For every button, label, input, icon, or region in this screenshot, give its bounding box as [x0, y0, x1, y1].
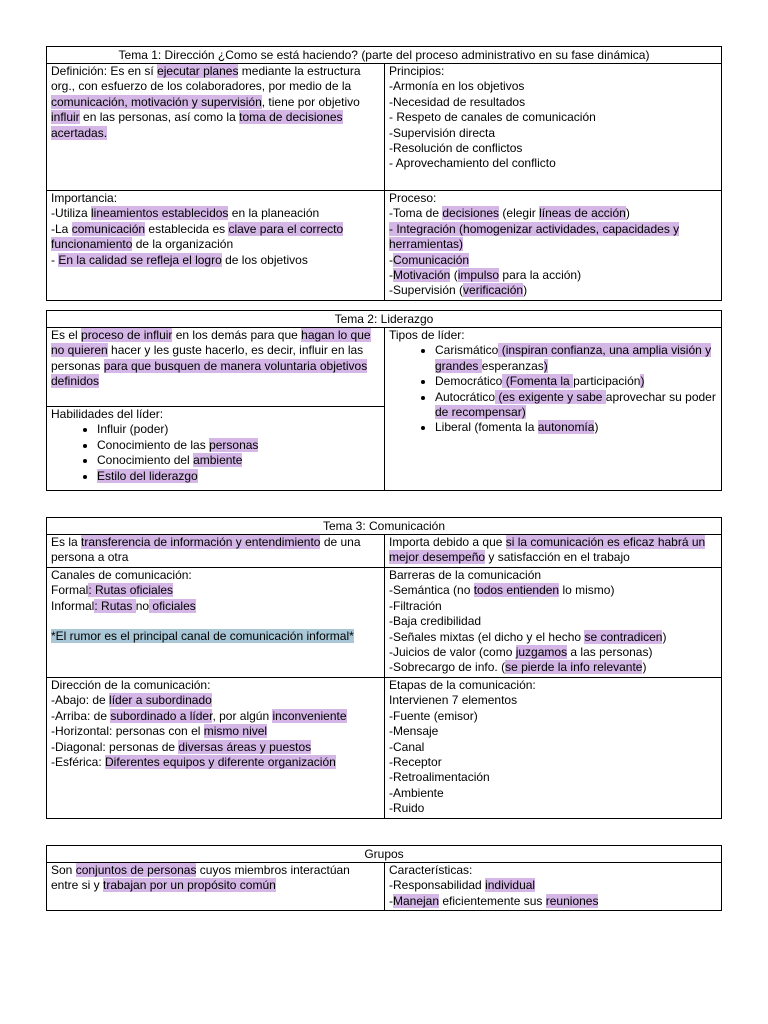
highlighted-text: mismo nivel [203, 724, 268, 739]
text-segment: -Semántica (no [389, 583, 474, 598]
principio-item: -Supervisión directa [389, 125, 496, 140]
highlighted-text: inconveniente [272, 708, 347, 723]
highlighted-text: reuniones [545, 893, 599, 908]
highlighted-text: - Integración (homogenizar actividades, capacidades y herramientas) [389, 221, 680, 252]
direccion-item [51, 709, 380, 724]
highlighted-text: líder a subordinado [109, 693, 212, 708]
liderazgo-definicion [51, 328, 380, 406]
list-item-text [435, 343, 711, 372]
proceso-item [389, 283, 717, 298]
text-segment: Conocimiento del [97, 453, 194, 468]
list-item [435, 343, 717, 374]
highlighted-text: hagan lo que no quieren [51, 328, 371, 358]
text-segment: en las personas, así como la [79, 110, 240, 125]
highlighted-text: oficiales [149, 598, 196, 613]
list-item [97, 438, 380, 453]
comunicacion-definicion-cell [47, 535, 385, 567]
canales-heading: Canales de comunicación: [51, 568, 192, 582]
highlighted-text: se contradicen [584, 629, 663, 644]
direccion-item [51, 724, 380, 739]
list-item-text [97, 438, 258, 452]
highlighted-text: comunicación [71, 221, 146, 236]
caracteristicas-heading: Características: [389, 863, 473, 877]
text-segment: Formal [51, 583, 89, 598]
text-segment: -Responsabilidad [389, 878, 486, 893]
highlighted-text: (Fomenta la [502, 374, 574, 389]
principios-cell [385, 64, 721, 190]
etapa-item: -Receptor [389, 755, 442, 770]
importancia-item [51, 253, 380, 268]
importancia-item [51, 222, 380, 253]
text-segment: - [389, 893, 393, 908]
etapa-item: Intervienen 7 elementos [389, 693, 518, 708]
text-segment: , por algún [212, 708, 273, 723]
spacer [51, 614, 380, 629]
proceso-heading: Proceso: [389, 191, 437, 205]
text-segment: Son [51, 863, 76, 877]
importancia-cell [47, 191, 385, 300]
list-item [435, 374, 717, 389]
text-segment: -Toma de [389, 206, 443, 221]
highlighted-text: diversas áreas y puestos [178, 739, 312, 754]
list-item-text [435, 390, 716, 419]
definicion-text [51, 863, 350, 892]
text-segment: de los objetivos [221, 252, 308, 267]
highlighted-text: ) [640, 374, 645, 389]
text-segment: Influir (poder) [97, 422, 169, 437]
text-segment: a las personas) [567, 645, 653, 660]
highlighted-text: subordinado a líder [110, 708, 213, 723]
rumor-note: *El rumor es el principal canal de comunicación informal* [51, 629, 354, 644]
definicion-cell [47, 64, 385, 190]
text-segment: - [51, 252, 59, 267]
text-segment: -Filtración [389, 598, 442, 613]
highlighted-text: autonomía [537, 420, 595, 435]
highlighted-text: se pierde la info relevante [505, 660, 643, 675]
importancia-item [51, 206, 380, 221]
barrera-item [389, 614, 717, 629]
list-item [435, 420, 717, 435]
proceso-item [389, 253, 717, 268]
direccion-item [51, 693, 380, 708]
habilidades-heading: Habilidades del líder: [51, 407, 164, 421]
text-segment: lo mismo) [559, 583, 615, 598]
table-tema2 [46, 310, 722, 491]
principio-item: -Resolución de conflictos [389, 141, 523, 156]
highlighted-text: comunicación, motivación y supervisión [51, 94, 262, 109]
highlighted-text: verificación [463, 283, 524, 298]
text-segment: y satisfacción en el trabajo [485, 550, 630, 565]
list-item [435, 390, 717, 421]
list-item [97, 469, 380, 484]
principios-heading: Principios: [389, 64, 445, 78]
tipos-heading: Tipos de líder: [389, 328, 465, 342]
text-segment: , tiene por objetivo [261, 94, 360, 109]
table-grupos [46, 845, 722, 911]
highlighted-text: todos entienden [473, 583, 560, 598]
text-segment: Liberal (fomenta la [435, 420, 538, 435]
text-segment: para la acción) [499, 268, 582, 283]
text-segment: Conocimiento de las [97, 437, 210, 452]
barrera-item [389, 660, 717, 675]
tipos-lider-cell [385, 328, 721, 490]
highlighted-text: Diferentes equipos y diferente organización [105, 755, 336, 770]
highlighted-text: transferencia de información y entendimiento [81, 535, 321, 549]
text-segment: -La [51, 221, 72, 236]
etapa-item: -Fuente (emisor) [389, 708, 478, 723]
text-segment: -Horizontal: personas con el [51, 724, 204, 739]
importancia-heading: Importancia: [51, 191, 118, 205]
list-item [97, 453, 380, 468]
highlighted-text: : Rutas [94, 598, 136, 613]
highlighted-text: Comunicación [393, 252, 470, 267]
comunicacion-importancia-cell [385, 535, 721, 567]
text-segment: establecida es [145, 221, 229, 236]
text-segment: -Utiliza [51, 206, 92, 221]
importancia-text [389, 535, 705, 564]
table-tema3 [46, 517, 722, 819]
list-item-text [435, 420, 598, 434]
direccion-item [51, 755, 380, 770]
direccion-item [51, 740, 380, 755]
text-segment: cuyos miembros interactúan entre si y [51, 863, 350, 893]
highlighted-text: Estilo del liderazgo [97, 468, 198, 483]
highlighted-text: toma de decisiones acertadas. [51, 110, 343, 140]
caracteristicas-cell [385, 863, 721, 910]
highlighted-text: lineamientos establecidos [91, 206, 229, 221]
text-segment: Autocrático [435, 389, 496, 404]
list-item-text [97, 469, 198, 483]
canal-item [51, 599, 380, 614]
text-segment: -Diagonal: personas de [51, 739, 179, 754]
highlighted-text: ) [543, 358, 548, 373]
highlighted-text: ejecutar planes [157, 64, 239, 78]
highlighted-text: En la calidad se refleja el logro [58, 252, 222, 267]
highlighted-text: impulso [457, 268, 500, 283]
etapas-heading: Etapas de la comunicación: [389, 678, 536, 692]
highlighted-text: Motivación [393, 268, 451, 283]
etapa-item: -Mensaje [389, 724, 439, 739]
barreras-cell [385, 568, 721, 677]
principio-item: - Aprovechamiento del conflicto [389, 156, 556, 171]
canales-cell [47, 568, 385, 677]
text-segment: ) [662, 629, 667, 644]
text-segment: de la organización [132, 237, 234, 252]
list-item-text [435, 374, 644, 388]
text-segment: -Señales mixtas (el dicho y el hecho [389, 629, 585, 644]
text-segment: -Abajo: de [51, 693, 110, 708]
principio-item: -Armonía en los objetivos [389, 79, 525, 94]
etapa-item: -Retroalimentación [389, 770, 490, 785]
definicion-text [51, 328, 371, 388]
definicion-text [51, 535, 361, 564]
barreras-heading: Barreras de la comunicación [389, 568, 542, 582]
barrera-item [389, 645, 717, 660]
barrera-item [389, 583, 717, 598]
text-segment: ) [523, 283, 528, 298]
canal-item [51, 583, 380, 598]
text-segment: -Baja credibilidad [389, 614, 482, 629]
text-segment: Importa debido a que [389, 535, 506, 549]
text-segment: -Juicios de valor (como [389, 645, 516, 660]
tipos-list [389, 343, 717, 435]
highlighted-text: conjuntos de personas [75, 863, 197, 877]
highlighted-text: de recompensar) [435, 405, 526, 420]
text-segment: no [135, 598, 150, 613]
highlighted-text: Manejan [393, 893, 440, 908]
caracteristica-item [389, 894, 717, 909]
grupos-definicion-cell [47, 863, 385, 910]
text-segment: Carismático [435, 343, 499, 358]
etapa-item: -Ruido [389, 801, 425, 816]
text-segment: en la planeación [228, 206, 320, 221]
etapas-cell [385, 678, 721, 818]
table-title: Tema 2: Liderazgo [47, 311, 721, 328]
text-segment: Informal [51, 598, 95, 613]
list-item-text [97, 453, 242, 467]
text-segment: -Esférica: [51, 755, 106, 770]
barrera-item [389, 599, 717, 614]
principio-item: - Respeto de canales de comunicación [389, 110, 596, 125]
definicion-text [51, 64, 361, 140]
highlighted-text: trabajan por un propósito común [103, 878, 276, 893]
table-tema1 [46, 46, 722, 301]
highlighted-text: para que busquen de manera voluntaria objetivos definidos [51, 358, 368, 389]
text-segment: ) [642, 660, 647, 675]
text-segment: mediante la estructura org., con esfuerzo de los colaboradores, por medio de la [51, 64, 361, 94]
list-item [97, 422, 380, 437]
text-segment: eficientemente sus [439, 893, 546, 908]
highlighted-text: si la comunicación es eficaz habrá un mejor desempeño [389, 535, 706, 565]
proceso-item [389, 268, 717, 283]
text-segment: ) [625, 206, 630, 221]
habilidades-section [47, 406, 384, 484]
proceso-item [389, 206, 717, 221]
text-segment: participación [573, 374, 641, 389]
text-segment: Es el [51, 328, 82, 342]
text-segment: Definición: Es en sí [51, 64, 158, 78]
text-segment: - [389, 268, 393, 283]
proceso-cell [385, 191, 721, 300]
barrera-item [389, 630, 717, 645]
text-segment: Es la [51, 535, 82, 549]
highlighted-text: (es exigente y sabe [495, 389, 606, 404]
table-title: Tema 1: Dirección ¿Como se está haciendo? (parte del proceso administrativo en su fase dinámica) [47, 47, 721, 64]
highlighted-text: (inspiran confianza, una amplia visión y grandes [435, 343, 712, 373]
etapa-item: -Canal [389, 739, 425, 754]
highlighted-text: proceso de influir [81, 328, 173, 342]
direccion-heading: Dirección de la comunicación: [51, 678, 211, 692]
text-segment: - [389, 252, 393, 267]
text-segment: -Supervisión ( [389, 283, 464, 298]
text-segment: hacer y les guste hacerlo, es decir, influir en las personas [51, 343, 364, 373]
table-title: Grupos [47, 846, 721, 863]
text-segment: -Arriba: de [51, 708, 111, 723]
text-segment: aprovechar su poder [605, 389, 716, 404]
text-segment: de una persona a otra [51, 535, 361, 565]
highlighted-text: personas [209, 437, 259, 452]
text-segment: -Sobrecargo de info. ( [389, 660, 506, 675]
caracteristica-item [389, 878, 717, 893]
highlighted-text: ambiente [193, 453, 243, 468]
highlighted-text: influir [51, 110, 80, 125]
text-segment: en los demás para que [172, 328, 302, 342]
highlighted-text: clave para el correcto funcionamiento [51, 221, 344, 252]
list-item-text [97, 422, 168, 436]
table-title: Tema 3: Comunicación [47, 518, 721, 535]
highlighted-text: juzgamos [515, 645, 568, 660]
text-segment: ( [450, 268, 458, 283]
direccion-cell [47, 678, 385, 818]
text-segment: Democrático [435, 374, 503, 389]
text-segment: (elegir [499, 206, 540, 221]
highlighted-text: decisiones [442, 206, 500, 221]
highlighted-text: líneas de acción [539, 206, 626, 221]
habilidades-list [51, 422, 380, 484]
text-segment: ) [594, 420, 599, 435]
text-segment: esperanzas [481, 358, 544, 373]
principio-item: -Necesidad de resultados [389, 94, 526, 109]
proceso-item [389, 222, 717, 253]
highlighted-text: individual [485, 878, 536, 893]
liderazgo-left-cell [47, 328, 385, 490]
etapa-item: -Ambiente [389, 785, 444, 800]
highlighted-text: : Rutas oficiales [88, 583, 174, 598]
